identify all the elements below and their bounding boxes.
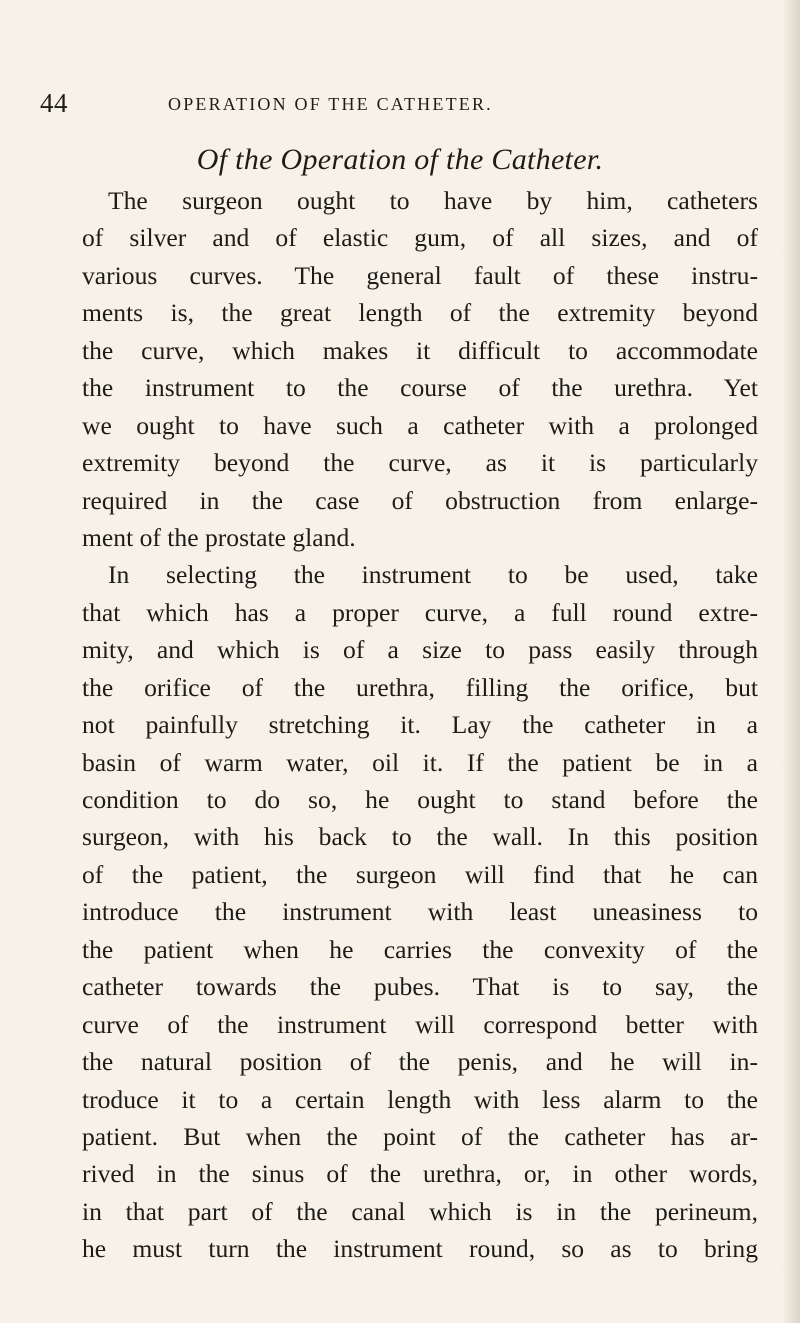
text-line: of the patient, the surgeon will find that he can [82,859,758,889]
text-line: ments is, the great length of the extremity beyond [82,298,758,328]
text-line: troduce it to a certain length with less alarm to the [82,1084,758,1114]
page-edge-shadow [782,0,800,1323]
text-line: The surgeon ought to have by him, catheters [108,186,758,215]
text-line: mity, and which is of a size to pass easily through [82,635,758,665]
body-text [82,182,758,1268]
text-line: of silver and of elastic gum, of all sizes, and of [82,223,758,253]
text-line: the orifice of the urethra, filling the orifice, but [82,672,758,702]
text-line: various curves. The general fault of these instru- [82,260,758,290]
text-line: that which has a proper curve, a full round extre- [82,597,758,627]
text-line: required in the case of obstruction from enlarge- [82,485,758,515]
page-number: 44 [40,88,68,118]
running-head-title: OPERATION OF THE CATHETER. [168,94,493,114]
text-line: introduce the instrument with least uneasiness to [82,897,758,927]
text-line: ment of the prostate gland. [82,522,356,552]
text-line: patient. But when the point of the catheter has ar- [82,1121,758,1151]
text-line: In selecting the instrument to be used, take [108,560,758,590]
text-line: the curve, which makes it difficult to accommodate [82,335,758,365]
text-line: the instrument to the course of the urethra. Yet [82,373,758,403]
text-line: basin of warm water, oil it. If the patient be in a [82,747,758,777]
text-line: surgeon, with his back to the wall. In this position [82,822,758,852]
text-line: condition to do so, he ought to stand before the [82,785,758,814]
text-line: he must turn the instrument round, so as to bring [82,1234,758,1264]
text-line: curve of the instrument will correspond better with [82,1009,758,1039]
text-line: we ought to have such a catheter with a prolonged [82,410,758,440]
text-line: rived in the sinus of the urethra, or, in other words, [82,1159,758,1189]
text-line: catheter towards the pubes. That is to say, the [82,972,758,1002]
text-line: extremity beyond the curve, as it is particularly [82,448,758,478]
text-line: not painfully stretching it. Lay the catheter in a [82,710,758,740]
running-head [0,88,800,128]
chapter-title: Of the Operation of the Catheter. [196,143,604,176]
text-line: in that part of the canal which is in the perineum, [82,1196,758,1226]
text-line: the natural position of the penis, and he will in- [82,1047,758,1077]
text-line: the patient when he carries the convexity of the [82,934,758,964]
